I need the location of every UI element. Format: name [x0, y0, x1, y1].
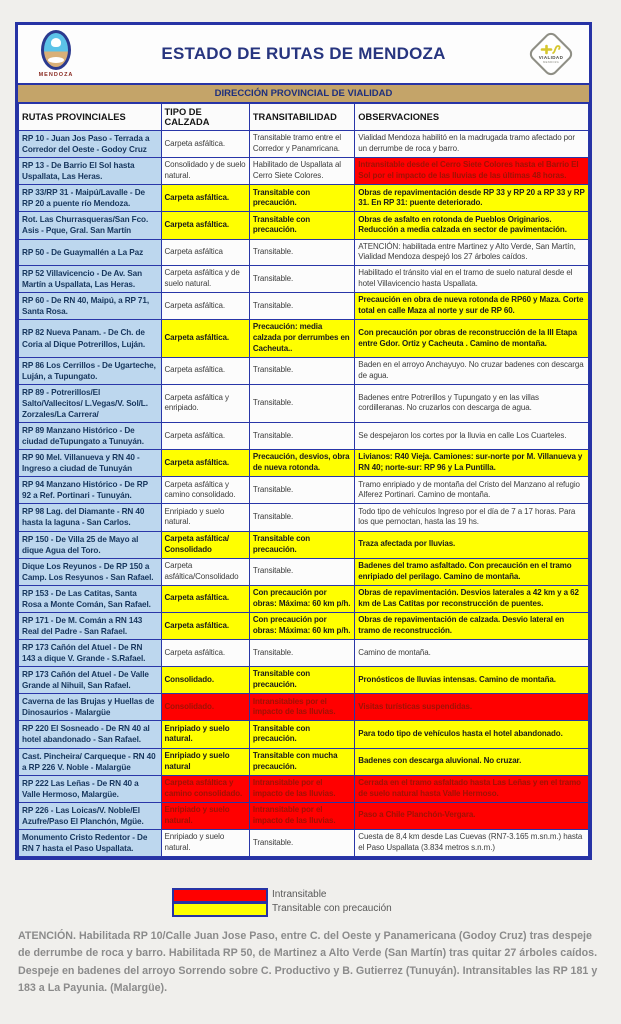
- calzada-cell: Carpeta asfáltica.: [161, 640, 249, 667]
- calzada-cell: Carpeta asfáltica.: [161, 293, 249, 320]
- vialidad-mendoza-logo: [521, 29, 581, 79]
- transitabilidad-cell: Transitable.: [249, 477, 354, 504]
- observaciones-cell: Traza afectada por lluvias.: [355, 531, 589, 558]
- calzada-cell: Carpeta asfáltica.: [161, 357, 249, 384]
- table-header-row: [19, 104, 589, 131]
- division-band: DIRECCIÓN PROVINCIAL DE VIALIDAD: [18, 83, 589, 103]
- observaciones-cell: Badenes entre Potrerillos y Tupungato y en las villas cordilleranas. No cruzarlos con descarga de agua.: [355, 384, 589, 422]
- transitabilidad-cell: Habilitado de Uspallata al Cerro Siete Colores.: [249, 158, 354, 185]
- calzada-cell: Carpeta asfáltica y camino consolidado.: [161, 775, 249, 802]
- route-cell: RP 173 Cañón del Atuel - De Valle Grande al Nihuil, San Rafael.: [19, 667, 162, 694]
- calzada-cell: Enripiado y suelo natural.: [161, 721, 249, 748]
- observaciones-cell: Obras de repavimentación. Desvios laterales a 42 km y a 62 km de Las Catitas por reconstrucción de puentes.: [355, 585, 589, 612]
- calzada-cell: Carpeta asfáltica.: [161, 320, 249, 357]
- observaciones-cell: ATENCIÓN: habilitada entre Martinez y Alto Verde, San Martín, Vialidad Mendoza despejó los 27 árboles caídos.: [355, 239, 589, 266]
- calzada-cell: Carpeta asfáltica.: [161, 423, 249, 450]
- route-row: [19, 185, 589, 212]
- calzada-cell: Carpeta asfáltica y camino consolidado.: [161, 477, 249, 504]
- route-cell: Rot. Las Churrasqueras/San Fco. Asis - Pque, Gral. San Martín: [19, 212, 162, 239]
- transitabilidad-cell: Transitable.: [249, 239, 354, 266]
- vialidad-road-glyph-icon: [540, 44, 562, 55]
- observaciones-cell: Habilitado el tránsito vial en el tramo de suelo natural desde el hotel Villavicencio hasta Uspallata.: [355, 266, 589, 293]
- calzada-cell: Carpeta asfáltica.: [161, 585, 249, 612]
- transitabilidad-cell: Intransitable por el impacto de las lluvias.: [249, 775, 354, 802]
- calzada-cell: Enripiado y suelo natural.: [161, 802, 249, 829]
- routes-table-body: [19, 131, 589, 857]
- observaciones-cell: Se despejaron los cortes por la lluvia en calle Los Cuarteles.: [355, 423, 589, 450]
- calzada-cell: Carpeta asfáltica.: [161, 185, 249, 212]
- route-row: [19, 357, 589, 384]
- calzada-cell: Carpeta asfáltica.: [161, 212, 249, 239]
- route-row: [19, 158, 589, 185]
- route-row: [19, 423, 589, 450]
- legend-labels: [272, 888, 392, 916]
- transitabilidad-cell: Transitable con mucha precaución.: [249, 748, 354, 775]
- route-cell: RP 10 - Juan Jos Paso - Terrada a Corredor del Oeste - Godoy Cruz: [19, 131, 162, 158]
- transitabilidad-cell: Intransitables por el impacto de las lluvias.: [249, 694, 354, 721]
- routes-table: [18, 103, 589, 857]
- route-row: [19, 558, 589, 585]
- route-row: [19, 694, 589, 721]
- calzada-cell: Consolidado.: [161, 694, 249, 721]
- route-row: [19, 239, 589, 266]
- route-cell: RP 226 - Las Loicas/V. Noble/El Azufre/Paso El Planchón, Mgüe.: [19, 802, 162, 829]
- route-row: [19, 293, 589, 320]
- calzada-cell: Carpeta asfáltica y de suelo natural.: [161, 266, 249, 293]
- route-row: [19, 775, 589, 802]
- transitabilidad-cell: Transitable con precaución.: [249, 667, 354, 694]
- calzada-cell: Carpeta asfáltica: [161, 239, 249, 266]
- route-row: [19, 450, 589, 477]
- mendoza-logo-caption: MENDOZA: [38, 72, 74, 78]
- route-row: [19, 748, 589, 775]
- route-cell: RP 33/RP 31 - Maipú/Lavalle - De RP 20 a puente río Mendoza.: [19, 185, 162, 212]
- route-row: [19, 612, 589, 639]
- observaciones-cell: Intransitable desde el Cerro Siete Colores hasta el Barrio El Sol por el impacto de las lluvias de las últimas 48 horas.: [355, 158, 589, 185]
- observaciones-cell: Badenes del tramo asfaltado. Con precaución en el tramo enripiado del perilago. Camino de montaña.: [355, 558, 589, 585]
- route-cell: RP 89 Manzano Histórico - De ciudad deTupungato a Tunuyán.: [19, 423, 162, 450]
- calzada-cell: Carpeta asfáltica.: [161, 131, 249, 158]
- calzada-cell: Carpeta asfáltica.: [161, 612, 249, 639]
- observaciones-cell: Tramo enripiado y de montaña del Cristo del Manzano al refugio Alferez Portinari. Camino de montaña.: [355, 477, 589, 504]
- legend-swatch: [174, 890, 266, 901]
- transitabilidad-cell: Transitable.: [249, 504, 354, 531]
- observaciones-cell: Paso a Chile Planchón-Vergara.: [355, 802, 589, 829]
- vialidad-logo-subtext: MENDOZA: [542, 59, 560, 64]
- observaciones-cell: Baden en el arroyo Anchayuyo. No cruzar badenes con descarga de agua.: [355, 357, 589, 384]
- route-cell: Monumento Cristo Redentor - De RN 7 hasta el Paso Uspallata.: [19, 829, 162, 856]
- legend-swatches: [172, 888, 268, 917]
- transitabilidad-cell: Transitable.: [249, 357, 354, 384]
- observaciones-cell: Badenes con descarga aluvional. No cruzar.: [355, 748, 589, 775]
- transitabilidad-cell: Transitable.: [249, 558, 354, 585]
- report-board: [15, 22, 592, 860]
- route-cell: RP 52 Villavicencio - De Av. San Martín a Uspallata, Las Heras.: [19, 266, 162, 293]
- mendoza-crest-icon: [41, 30, 71, 70]
- transitabilidad-cell: Transitable.: [249, 829, 354, 856]
- observaciones-cell: Con precaución por obras de reconstrucción de la III Etapa entre Gdor. Ortiz y Cacheuta . Camino de montaña.: [355, 320, 589, 357]
- transitabilidad-cell: Transitable.: [249, 640, 354, 667]
- attention-footnote: ATENCIÓN. Habilitada RP 10/Calle Juan Jose Paso, entre C. del Oeste y Panamericana (Godoy Cruz) tras despeje de derrumbe de roca y barro. Habilitada RP 50, de Martinez a Alto Verde (San Martín) tras quitar 27 árboles caídos. Despeje en badenes del arroyo Sorrendo sobre C. Productivo y B. Gutierrez (Tunuyán). Intransitables las RP 181 y 183 a La Payunia. (Malargüe).: [18, 930, 598, 994]
- route-row: [19, 266, 589, 293]
- transitabilidad-cell: Transitable tramo entre el Corredor y Panamricana.: [249, 131, 354, 158]
- route-cell: RP 150 - De Villa 25 de Mayo al dique Agua del Toro.: [19, 531, 162, 558]
- route-row: [19, 212, 589, 239]
- route-row: [19, 384, 589, 422]
- column-header: RUTAS PROVINCIALES: [19, 104, 162, 131]
- transitabilidad-cell: Transitable.: [249, 384, 354, 422]
- observaciones-cell: Cuesta de 8,4 km desde Las Cuevas (RN7-3.165 m.sn.m.) hasta el Paso Uspallata (3.834 metros s.n.m.): [355, 829, 589, 856]
- route-row: [19, 585, 589, 612]
- transitabilidad-cell: Transitable.: [249, 423, 354, 450]
- transitabilidad-cell: Transitable con precaución.: [249, 212, 354, 239]
- route-cell: RP 13 - De Barrio El Sol hasta Uspallata, Las Heras.: [19, 158, 162, 185]
- calzada-cell: Consolidado.: [161, 667, 249, 694]
- route-row: [19, 477, 589, 504]
- transitabilidad-cell: Transitable con precaución.: [249, 531, 354, 558]
- observaciones-cell: Visitas turísticas suspendidas.: [355, 694, 589, 721]
- observaciones-cell: Vialidad Mendoza habilitó en la madrugada tramo afectado por un derrumbe de roca y barro.: [355, 131, 589, 158]
- route-row: [19, 667, 589, 694]
- route-cell: RP 153 - De Las Catitas, Santa Rosa a Monte Comán, San Rafael.: [19, 585, 162, 612]
- transitabilidad-cell: Transitable.: [249, 266, 354, 293]
- route-cell: RP 171 - De M. Comán a RN 143 Real del Padre - San Rafael.: [19, 612, 162, 639]
- column-header: OBSERVACIONES: [355, 104, 589, 131]
- page-title: ESTADO DE RUTAS DE MENDOZA: [161, 44, 446, 63]
- route-row: [19, 320, 589, 357]
- transitabilidad-cell: Precaución: media calzada por derrumbes en Cacheuta..: [249, 320, 354, 357]
- route-cell: RP 94 Manzano Histórico - De RP 92 a Ref. Portinari - Tunuyán.: [19, 477, 162, 504]
- route-row: [19, 131, 589, 158]
- calzada-cell: Carpeta asfáltica/ Consolidado: [161, 531, 249, 558]
- transitabilidad-cell: Transitable con precaución.: [249, 721, 354, 748]
- column-header: TIPO DE CALZADA: [161, 104, 249, 131]
- legend-swatch: [174, 904, 266, 915]
- transitabilidad-cell: Transitable con precaución.: [249, 185, 354, 212]
- calzada-cell: Enripiado y suelo natural.: [161, 829, 249, 856]
- calzada-cell: Carpeta asfáltica y enripiado.: [161, 384, 249, 422]
- route-cell: RP 60 - De RN 40, Maipú, a RP 71, Santa Rosa.: [19, 293, 162, 320]
- transitabilidad-cell: Con precaución por obras: Máxima: 60 km p/h.: [249, 585, 354, 612]
- transitabilidad-cell: Precaución, desvios, obra de nueva rotonda.: [249, 450, 354, 477]
- observaciones-cell: Obras de repavimentación desde RP 33 y RP 20 a RP 33 y RP 31. En RP 31: puente deteriorado.: [355, 185, 589, 212]
- route-row: [19, 721, 589, 748]
- report-header: [18, 25, 589, 83]
- calzada-cell: Enripiado y suelo natural: [161, 748, 249, 775]
- route-cell: RP 90 Mel. Villanueva y RN 40 - Ingreso a ciudad de Tunuyán: [19, 450, 162, 477]
- transitabilidad-cell: Intransitable por el impacto de las lluvias.: [249, 802, 354, 829]
- route-row: [19, 802, 589, 829]
- observaciones-cell: Para todo tipo de vehículos hasta el hotel abandonado.: [355, 721, 589, 748]
- observaciones-cell: Livianos: R40 Vieja. Camiones: sur-norte por M. Villanueva y RN 40; norte-sur: RP 96 y La Puntilla.: [355, 450, 589, 477]
- route-cell: RP 98 Lag. del Diamante - RN 40 hasta la laguna - San Carlos.: [19, 504, 162, 531]
- mendoza-government-logo: [26, 30, 86, 78]
- observaciones-cell: Cerrada en el tramo asfaltado hasta Las Leñas y en el tramo de suelo natural hasta Valle Hermoso.: [355, 775, 589, 802]
- observaciones-cell: Todo tipo de vehículos Ingreso por el día de 7 a 17 horas. Para los que pernoctan, hasta las 19 hs.: [355, 504, 589, 531]
- route-cell: RP 50 - De Guaymallén a La Paz: [19, 239, 162, 266]
- route-cell: RP 89 - Potrerillos/El Salto/Vallecitos/ L.Vegas/V. Sol/L. Zorzales/La Carrera/: [19, 384, 162, 422]
- calzada-cell: Enripiado y suelo natural.: [161, 504, 249, 531]
- observaciones-cell: Obras de repavimentación de calzada. Desvio lateral en tramo de reconstrucción.: [355, 612, 589, 639]
- calzada-cell: Carpeta asfáltica.: [161, 450, 249, 477]
- route-row: [19, 504, 589, 531]
- status-legend: [172, 888, 392, 917]
- route-cell: RP 173 Cañón del Atuel - De RN 143 a dique V. Grande - S.Rafael.: [19, 640, 162, 667]
- route-cell: Caverna de las Brujas y Huellas de Dinosaurios - Malargüe: [19, 694, 162, 721]
- observaciones-cell: Pronósticos de lluvias intensas. Camino de montaña.: [355, 667, 589, 694]
- calzada-cell: Consolidado y de suelo natural.: [161, 158, 249, 185]
- observaciones-cell: Obras de asfalto en rotonda de Pueblos Originarios. Reducción a media calzada en sector de pavimentación.: [355, 212, 589, 239]
- legend-label: Transitable con precaución: [272, 903, 392, 915]
- column-header: TRANSITABILIDAD: [249, 104, 354, 131]
- observaciones-cell: Camino de montaña.: [355, 640, 589, 667]
- transitabilidad-cell: Con precaución por obras: Máxima: 60 km p/h.: [249, 612, 354, 639]
- transitabilidad-cell: Transitable.: [249, 293, 354, 320]
- route-cell: Dique Los Reyunos - De RP 150 a Camp. Los Resyunos - San Rafael.: [19, 558, 162, 585]
- vialidad-logo-text: VIALIDAD: [538, 55, 564, 61]
- vialidad-diamond-sign-icon: [526, 29, 576, 79]
- route-row: [19, 531, 589, 558]
- route-row: [19, 640, 589, 667]
- route-cell: RP 86 Los Cerrillos - De Ugarteche, Luján, a Tupungato.: [19, 357, 162, 384]
- calzada-cell: Carpeta asfáltica/Consolidado: [161, 558, 249, 585]
- vialidad-logo-content: [526, 29, 576, 79]
- legend-label: Intransitable: [272, 889, 327, 900]
- observaciones-cell: Precaución en obra de nueva rotonda de RP60 y Maza. Corte total en calle Maza al norte y sur de RP 60.: [355, 293, 589, 320]
- route-cell: RP 82 Nueva Panam. - De Ch. de Coria al Dique Potrerillos, Luján.: [19, 320, 162, 357]
- route-cell: RP 222 Las Leñas - De RN 40 a Valle Hermoso, Malargüe.: [19, 775, 162, 802]
- route-cell: RP 220 El Sosneado - De RN 40 al hotel abandonado - San Rafael.: [19, 721, 162, 748]
- route-row: [19, 829, 589, 856]
- route-cell: Cast. Pincheira/ Carqueque - RN 40 a RP 226 V. Noble - Malargüe: [19, 748, 162, 775]
